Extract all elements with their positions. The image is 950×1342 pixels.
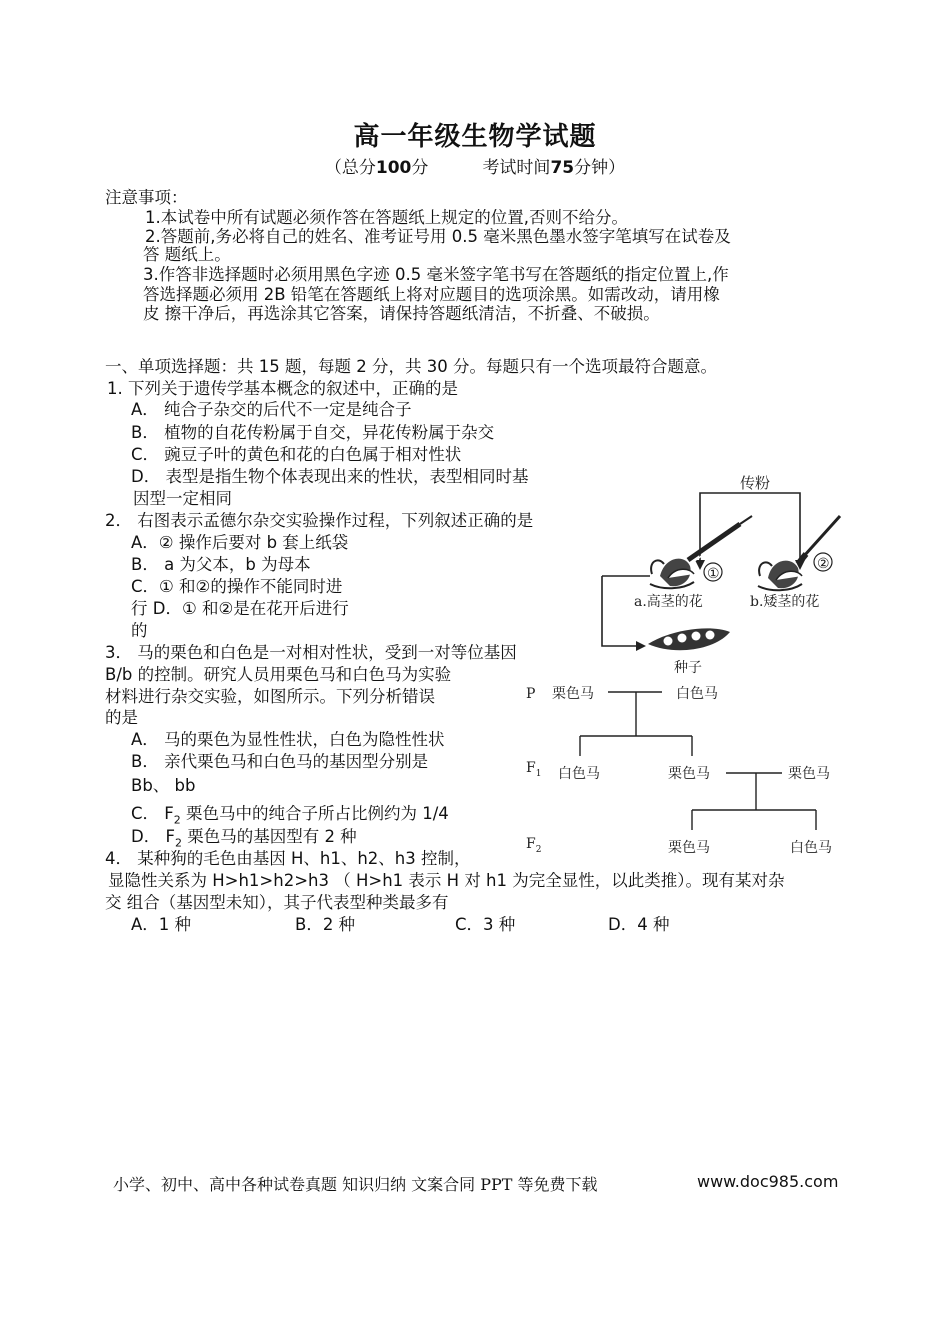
p-white-horse: 白色马 bbox=[676, 686, 718, 702]
seed-arrowhead bbox=[636, 641, 646, 651]
generation-f1-label: $F_1$ bbox=[526, 760, 542, 779]
horse-cross-figure bbox=[520, 680, 850, 860]
exam-time-label: 考试时间 bbox=[482, 158, 551, 178]
q2-option-c-line2: 行 D．① 和②是在花开后进行 bbox=[131, 599, 349, 618]
pollination-connector bbox=[700, 493, 800, 562]
q4-option-a: A．1 种 bbox=[131, 915, 192, 934]
f1-chestnut-horse-2: 栗色马 bbox=[788, 766, 830, 782]
step-2-mark: ② bbox=[817, 556, 830, 572]
pollination-arrowhead-1 bbox=[695, 560, 705, 570]
q1-option-c: C． 豌豆子叶的黄色和花的白色属于相对性状 bbox=[131, 445, 462, 464]
q4-option-b: B．2 种 bbox=[295, 915, 356, 934]
generation-f2-label: $F_2$ bbox=[526, 836, 542, 855]
short-flower-label: b.矮茎的花 bbox=[750, 594, 820, 610]
footer-url: www.doc985.com bbox=[697, 1172, 839, 1191]
seed-label: 种子 bbox=[674, 660, 702, 676]
notice-item-2-line2: 答 题纸上。 bbox=[143, 245, 231, 264]
notice-item-3-line1: 3.作答非选择题时必须用黑色字迹 0.5 毫米签字笔书写在答题纸的指定位置上,作 bbox=[143, 265, 729, 284]
q3-option-c-subscript: 2 bbox=[173, 813, 181, 827]
q2-option-c-line3: 的 bbox=[131, 621, 148, 640]
q2-option-b: B． a 为父本，b 为母本 bbox=[131, 555, 311, 574]
subtitle-score-unit: 分 bbox=[411, 158, 429, 178]
q3-option-c-prefix: C． F bbox=[131, 804, 174, 823]
total-score: 100 bbox=[375, 158, 412, 178]
q3-option-d-prefix: D． F bbox=[131, 827, 175, 846]
p-chestnut-horse: 栗色马 bbox=[552, 686, 594, 702]
q3-stem-line2: B/b 的控制。研究人员用栗色马和白色马为实验 bbox=[105, 665, 452, 684]
f1-chestnut-horse: 栗色马 bbox=[668, 766, 710, 782]
notice-item-1: 1.本试卷中所有试题必须作答在答题纸上规定的位置,否则不给分。 bbox=[145, 208, 628, 227]
q1-stem: 1. 下列关于遗传学基本概念的叙述中，正确的是 bbox=[107, 379, 458, 398]
f2-white-horse: 白色马 bbox=[790, 840, 832, 856]
q3-option-c-text: 栗色马中的纯合子所占比例约为 1/4 bbox=[180, 804, 449, 823]
seed-pod-icon bbox=[648, 628, 730, 650]
subtitle-prefix: （总分 bbox=[324, 158, 376, 178]
q3-stem-line1: 3． 马的栗色和白色是一对相对性状，受到一对等位基因 bbox=[105, 643, 517, 662]
forceps-icon bbox=[688, 516, 752, 564]
footer-text: 小学、初中、高中各种试卷真题 知识归纳 文案合同 PPT 等免费下载 bbox=[113, 1175, 598, 1194]
notice-item-3-line3: 皮 擦干净后，再选涂其它答案，请保持答题纸清洁，不折叠、不破损。 bbox=[143, 304, 660, 323]
q4-stem-line1: 4． 某种狗的毛色由基因 H、h1、h2、h3 控制， bbox=[105, 849, 471, 868]
exam-time: 75 bbox=[550, 158, 575, 178]
notice-item-3-line2: 答选择题必须用 2B 铅笔在答题纸上将对应题目的选项涂黑。如需改动，请用橡 bbox=[143, 285, 720, 304]
f1-white-horse: 白色马 bbox=[558, 766, 600, 782]
q2-option-a: A．② 操作后要对 b 套上纸袋 bbox=[131, 533, 349, 552]
q3-option-d-text: 栗色马的基因型有 2 种 bbox=[181, 827, 357, 846]
q1-option-a: A． 纯合子杂交的后代不一定是纯合子 bbox=[131, 400, 412, 419]
pollination-label: 传粉 bbox=[740, 474, 771, 492]
q2-option-c-line1: C．① 和②的操作不能同时进 bbox=[131, 577, 343, 596]
q3-option-a: A． 马的栗色为显性性状，白色为隐性性状 bbox=[131, 730, 445, 749]
q3-stem-line3: 材料进行杂交实验，如图所示。下列分析错误 bbox=[105, 687, 435, 706]
generation-p-label: P bbox=[526, 686, 536, 702]
f2-chestnut-horse: 栗色马 bbox=[668, 840, 710, 856]
q3-option-b-line2: Bb、 bb bbox=[131, 776, 196, 795]
seed-connector bbox=[602, 576, 638, 646]
tall-stem-flower bbox=[650, 559, 694, 589]
short-stem-flower bbox=[758, 561, 802, 591]
q4-stem-line3: 交 组合（基因型未知），其子代表型种类最多有 bbox=[105, 893, 449, 912]
q4-option-c: C．3 种 bbox=[455, 915, 516, 934]
notice-item-2-line1: 2.答题前,务必将自己的姓名、准考证号用 0.5 毫米黑色墨水签字笔填写在试卷及 bbox=[145, 227, 731, 246]
page-subtitle bbox=[0, 153, 950, 178]
pollination-figure bbox=[590, 466, 850, 680]
step-1-mark: ① bbox=[707, 566, 720, 582]
subtitle-suffix: 分钟） bbox=[574, 158, 626, 178]
q3-option-b-line1: B． 亲代栗色马和白色马的基因型分别是 bbox=[131, 752, 429, 771]
notice-heading: 注意事项： bbox=[105, 188, 188, 207]
q2-stem: 2． 右图表示孟德尔杂交实验操作过程，下列叙述正确的是 bbox=[105, 511, 534, 530]
tall-flower-label: a.高茎的花 bbox=[634, 594, 703, 610]
section-heading: 一、单项选择题：共 15 题，每题 2 分，共 30 分。每题只有一个选项最符合题意。 bbox=[105, 357, 717, 376]
q1-option-d-line2: 因型一定相同 bbox=[133, 489, 232, 508]
q4-option-d: D．4 种 bbox=[608, 915, 670, 934]
q3-option-d-subscript: 2 bbox=[174, 836, 182, 850]
q4-stem-line2: 显隐性关系为 H>h1>h2>h3 （ H>h1 表示 H 对 h1 为完全显性，以此类推）。现有某对杂 bbox=[108, 871, 785, 890]
q1-option-b: B． 植物的自花传粉属于自交，异花传粉属于杂交 bbox=[131, 423, 495, 442]
page-title: 高一年级生物学试题 bbox=[353, 122, 597, 152]
q3-stem-line4: 的是 bbox=[105, 708, 138, 727]
q1-option-d-line1: D． 表型是指生物个体表现出来的性状，表型相同时基 bbox=[131, 467, 529, 486]
